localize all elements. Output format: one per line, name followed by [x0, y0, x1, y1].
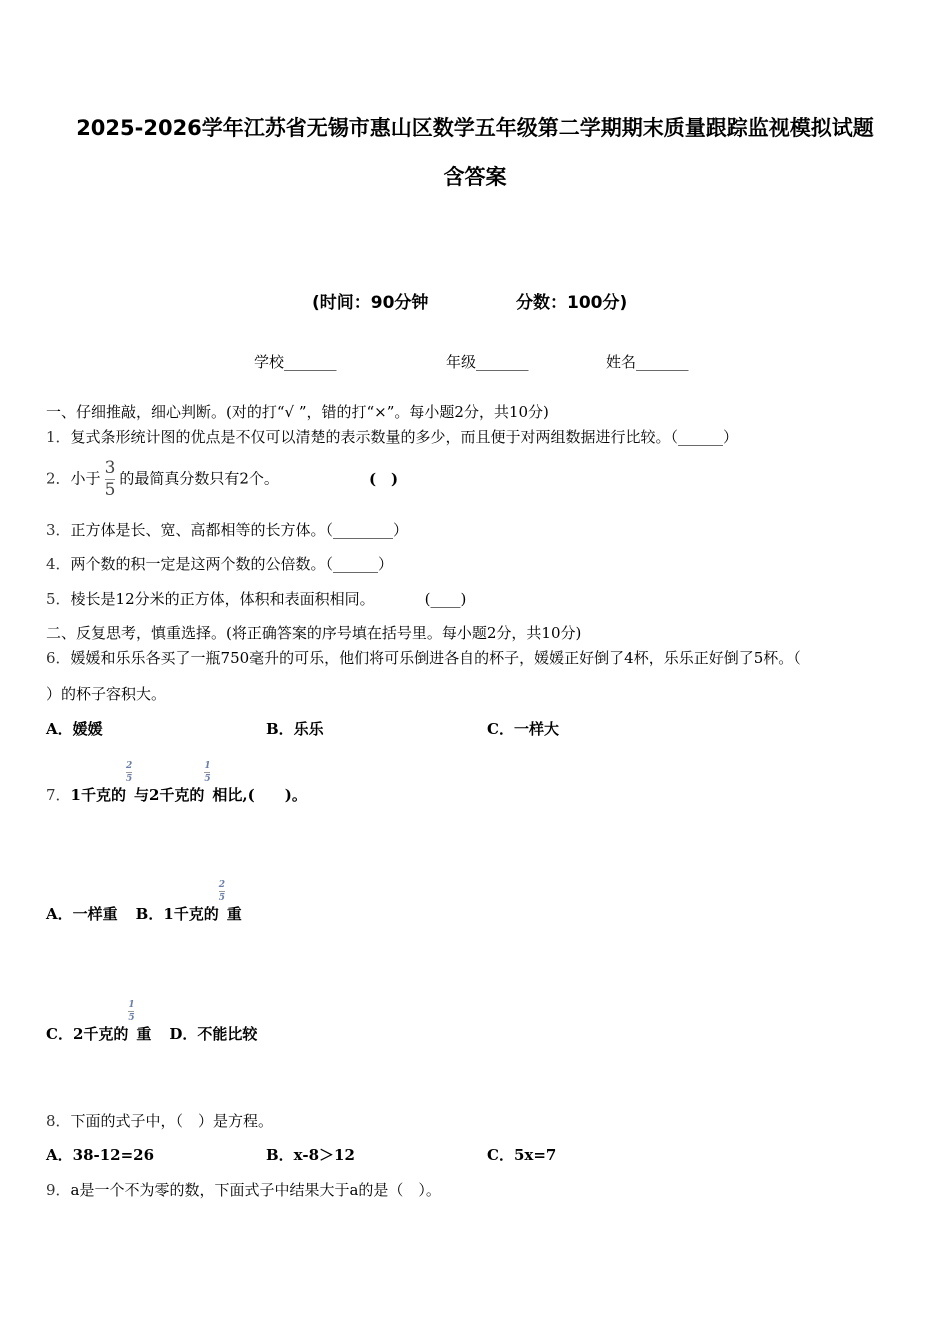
question-number: 2．	[46, 469, 71, 488]
question-number: 4．	[46, 555, 71, 573]
title-line-1: 2025-2026学年江苏省无锡市惠山区数学五年级第二学期期末质量跟踪监视模拟试题	[76, 116, 874, 140]
question-9	[46, 1179, 441, 1200]
denominator: 5	[125, 774, 133, 784]
numerator: 1	[128, 1000, 135, 1010]
question-text: 媛媛和乐乐各买了一瓶750毫升的可乐，他们将可乐倒进各自的杯子，媛媛正好倒了4杯，乐乐正好倒了5杯。（	[70, 649, 801, 667]
question-text: 正方体是长、宽、高都相等的长方体。（________）	[70, 521, 409, 539]
question-5	[46, 588, 466, 609]
question-number: 7．	[46, 786, 71, 804]
question-text: 相比,( )。	[212, 786, 307, 804]
question-8	[46, 1110, 273, 1131]
option-text: 重	[136, 1025, 152, 1043]
question-text: 小于	[70, 469, 101, 488]
question-number: 8．	[46, 1112, 71, 1130]
q8-option-a: A．38-12=26	[46, 1146, 155, 1164]
q7-option-c: C．2千克的	[46, 1025, 129, 1043]
q6-option-a: A．媛媛	[46, 720, 103, 738]
question-number: 3．	[46, 521, 71, 539]
question-text: 1千克的	[70, 786, 126, 804]
q7-option-a: A．一样重	[46, 905, 118, 923]
q7-option-d: D．不能比较	[169, 1025, 258, 1043]
question-4	[46, 553, 393, 574]
denominator: 5	[128, 1013, 135, 1023]
name-field: 姓名_______	[606, 353, 689, 371]
exam-time: (时间：90分钟	[312, 293, 429, 313]
q7-options-cd	[46, 1000, 258, 1044]
question-text: 下面的式子中，（ ）是方程。	[70, 1112, 274, 1130]
option-text: 重	[226, 905, 242, 923]
section-2-heading: 二、反复思考，慎重选择。(将正确答案的序号填在括号里。每小题2分，共10分)	[46, 624, 582, 642]
small-fraction	[204, 761, 212, 798]
question-number: 6．	[46, 649, 71, 667]
q8-option-c: C．5x=7	[487, 1146, 557, 1164]
question-7	[46, 761, 307, 805]
question-text: 的最简真分数只有2个。	[119, 469, 279, 488]
small-fraction	[218, 880, 227, 917]
question-number: 9．	[46, 1181, 71, 1199]
numerator: 3	[104, 458, 116, 478]
small-fraction	[128, 1000, 136, 1037]
question-text: 与2千克的	[133, 786, 205, 804]
answer-blank: ( )	[368, 469, 399, 488]
denominator: 5	[104, 480, 116, 500]
exam-score: 分数：100分)	[516, 293, 628, 313]
school-field: 学校_______	[254, 353, 337, 371]
denominator: 5	[218, 893, 226, 903]
question-number: 1．	[46, 428, 71, 446]
question-text: 棱长是12分米的正方体，体积和表面积相同。	[70, 590, 375, 608]
question-number: 5．	[46, 590, 71, 608]
question-text: a是一个不为零的数，下面式子中结果大于a的是（ ）。	[70, 1181, 441, 1199]
small-fraction	[125, 761, 134, 798]
grade-field: 年级_______	[446, 353, 529, 371]
q7-option-b: B．1千克的	[135, 905, 219, 923]
q8-option-b: B．x-8＞12	[266, 1146, 355, 1164]
denominator: 5	[204, 774, 211, 784]
q6-option-c: C．一样大	[487, 720, 559, 738]
numerator: 2	[125, 761, 133, 771]
question-text: 复式条形统计图的优点是不仅可以清楚的表示数量的多少，而且便于对两组数据进行比较。（______）	[70, 428, 739, 446]
section-1-heading: 一、仔细推敲，细心判断。(对的打“√ ”，错的打“×”。每小题2分，共10分)	[46, 403, 549, 421]
numerator: 2	[218, 880, 226, 890]
answer-blank: (____)	[424, 590, 467, 608]
numerator: 1	[204, 761, 211, 771]
question-6-line-1	[46, 647, 801, 668]
q6-option-b: B．乐乐	[266, 720, 324, 738]
question-3	[46, 519, 408, 540]
question-text: 两个数的积一定是这两个数的公倍数。（______）	[70, 555, 394, 573]
q7-options-ab	[46, 880, 242, 924]
question-2	[46, 460, 398, 499]
fraction	[105, 460, 116, 499]
question-6-line-2: ）的杯子容积大。	[46, 685, 167, 703]
title-line-2: 含答案	[443, 165, 507, 189]
question-1	[46, 426, 738, 447]
